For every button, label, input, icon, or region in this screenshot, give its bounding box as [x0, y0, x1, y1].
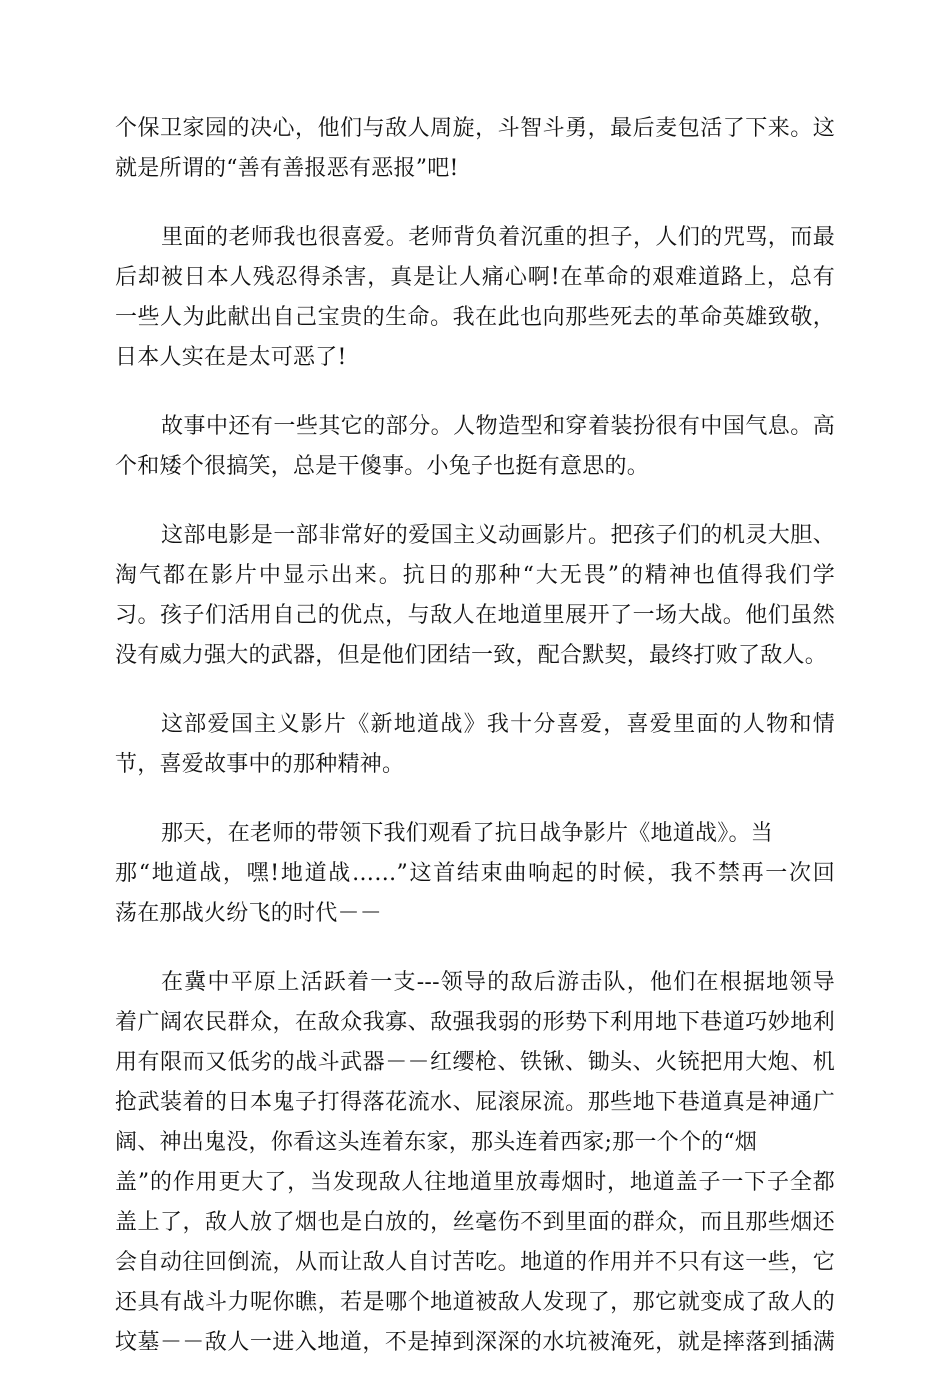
text-line: 就是所谓的“善有善报恶有恶报”吧! [115, 156, 459, 181]
paragraph [115, 705, 835, 785]
text-line: 盖”的作用更大了，当发现敌人往地道里放毒烟时，地道盖子一下子全都 [115, 1170, 835, 1195]
text-line: 那天，在老师的带领下我们观看了抗日战争影片《地道战》。当 [161, 821, 774, 846]
text-line: 一些人为此献出自己宝贵的生命。我在此也向那些死去的革命英雄致敬， [115, 305, 835, 330]
text-line: 个保卫家园的决心，他们与敌人周旋，斗智斗勇，最后麦包活了下来。这 [115, 116, 835, 141]
text-line: 着广阔农民群众，在敌众我寡、敌强我弱的形势下利用地下巷道巧妙地利 [115, 1010, 835, 1035]
text-line: 会自动往回倒流，从而让敌人自讨苦吃。地道的作用并不只有这一些，它 [115, 1250, 835, 1275]
text-line: 坟墓－－敌人一进入地道，不是掉到深深的水坑被淹死，就是摔落到插满 [115, 1330, 835, 1355]
paragraph [115, 109, 835, 189]
text-line: 荡在那战火纷飞的时代－－ [115, 901, 383, 926]
paragraph [115, 963, 835, 1363]
text-line: 节，喜爱故事中的那种精神。 [115, 752, 405, 777]
text-line: 用有限而又低劣的战斗武器－－红缨枪、铁锹、锄头、火铳把用大炮、机 [115, 1050, 835, 1075]
text-line: 淘气都在影片中显示出来。抗日的那种“大无畏”的精神也值得我们学 [115, 563, 835, 588]
text-line: 这部爱国主义影片《新地道战》我十分喜爱，喜爱里面的人物和情 [161, 712, 835, 737]
text-line: 抢武装着的日本鬼子打得落花流水、屁滚尿流。那些地下巷道真是神通广 [115, 1090, 835, 1115]
text-line: 阔、神出鬼没，你看这头连着东家，那头连着西家;那一个个的“烟 [115, 1130, 758, 1155]
paragraph [115, 218, 835, 378]
text-line: 故事中还有一些其它的部分。人物造型和穿着装扮很有中国气息。高 [161, 414, 835, 439]
text-line: 在冀中平原上活跃着一支---领导的敌后游击队，他们在根据地领导 [161, 970, 835, 995]
text-line: 习。孩子们活用自己的优点，与敌人在地道里展开了一场大战。他们虽然 [115, 603, 835, 628]
text-line: 那“地道战，嘿!地道战……”这首结束曲响起的时候，我不禁再一次回 [115, 861, 835, 886]
text-line: 盖上了，敌人放了烟也是白放的，丝毫伤不到里面的群众，而且那些烟还 [115, 1210, 835, 1235]
paragraph [115, 516, 835, 676]
text-line: 这部电影是一部非常好的爱国主义动画影片。把孩子们的机灵大胆、 [161, 523, 835, 548]
paragraph [115, 814, 835, 934]
paragraph [115, 407, 835, 487]
text-line: 后却被日本人残忍得杀害，真是让人痛心啊!在革命的艰难道路上，总有 [115, 265, 835, 290]
text-line: 日本人实在是太可恶了! [115, 345, 347, 370]
text-line: 个和矮个很搞笑，总是干傻事。小兔子也挺有意思的。 [115, 454, 650, 479]
document-body [115, 109, 835, 1392]
text-line: 里面的老师我也很喜爱。老师背负着沉重的担子，人们的咒骂，而最 [161, 225, 835, 250]
text-line: 还具有战斗力呢你瞧，若是哪个地道被敌人发现了，那它就变成了敌人的 [115, 1290, 835, 1315]
text-line: 没有威力强大的武器，但是他们团结一致，配合默契，最终打败了敌人。 [115, 643, 828, 668]
